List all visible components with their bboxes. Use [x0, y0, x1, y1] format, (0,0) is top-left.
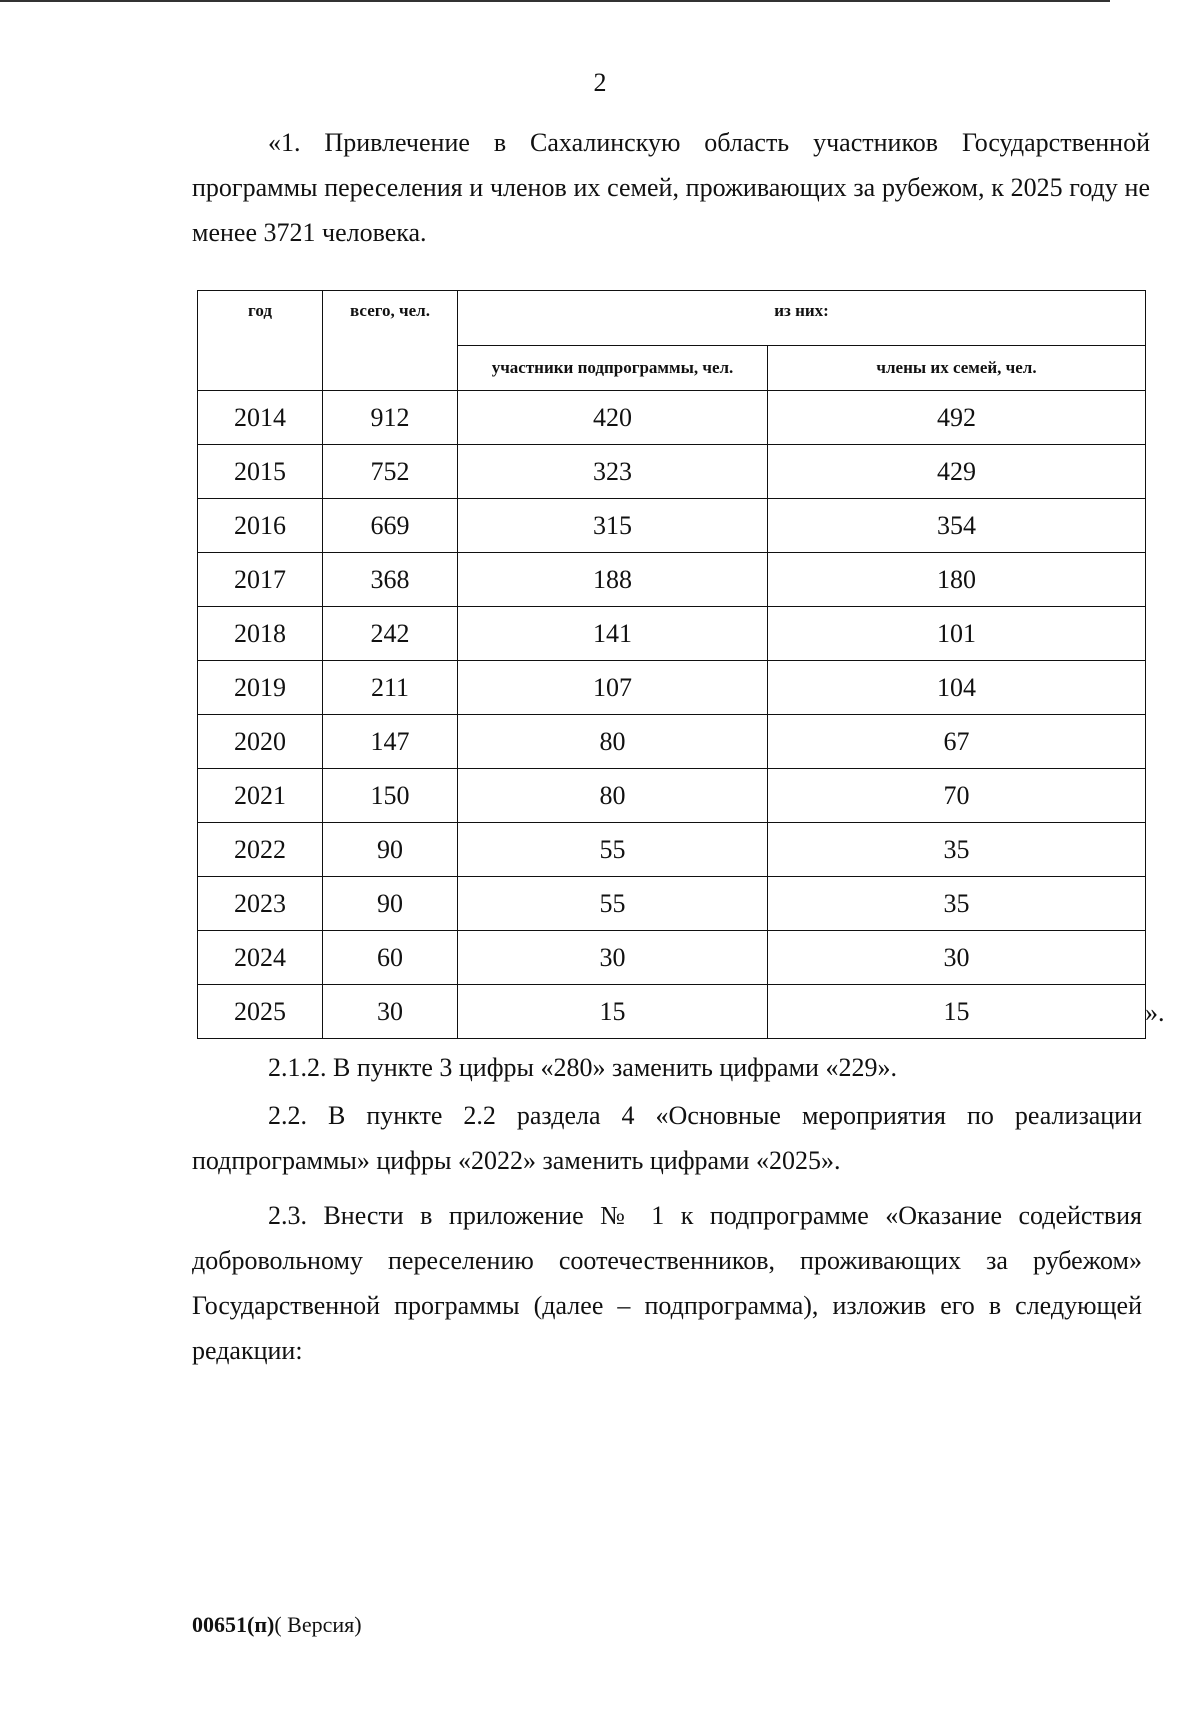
cell-participants: 107	[458, 661, 768, 715]
table-row	[198, 607, 1146, 661]
cell-total: 211	[323, 661, 458, 715]
table-row	[198, 499, 1146, 553]
cell-year: 2022	[198, 823, 323, 877]
cell-total: 242	[323, 607, 458, 661]
cell-participants: 55	[458, 823, 768, 877]
cell-participants: 323	[458, 445, 768, 499]
paragraph-2-1-2-text: 2.1.2. В пункте 3 цифры «280» заменить цифрами «229».	[268, 1053, 897, 1082]
table-row	[198, 391, 1146, 445]
cell-family: 67	[768, 715, 1146, 769]
cell-family: 354	[768, 499, 1146, 553]
cell-family: 15	[768, 985, 1146, 1039]
cell-year: 2015	[198, 445, 323, 499]
cell-participants: 80	[458, 715, 768, 769]
cell-total: 60	[323, 931, 458, 985]
cell-year: 2016	[198, 499, 323, 553]
cell-total: 669	[323, 499, 458, 553]
resettlement-table	[197, 290, 1146, 1039]
paragraph-2-3-text: 2.3. Внести в приложение № 1 к подпрограмме «Оказание содействия добровольному переселению соотечественников, проживающих за рубежом» Государственной программы (далее – подпрограмма), изложив его в следующей редакции:	[192, 1201, 1142, 1365]
cell-total: 368	[323, 553, 458, 607]
paragraph-2-1-2	[192, 1045, 1142, 1090]
cell-year: 2023	[198, 877, 323, 931]
paragraph-2-2	[192, 1093, 1142, 1183]
cell-family: 30	[768, 931, 1146, 985]
document-code: 00651(п)	[192, 1612, 275, 1637]
intro-paragraph	[192, 120, 1150, 255]
cell-year: 2020	[198, 715, 323, 769]
table-row	[198, 553, 1146, 607]
table-row	[198, 877, 1146, 931]
cell-family: 429	[768, 445, 1146, 499]
cell-total: 147	[323, 715, 458, 769]
table-body	[198, 391, 1146, 1039]
header-participants: участники подпрограммы, чел.	[458, 346, 768, 391]
header-of-them: из них:	[458, 291, 1146, 346]
header-year: год	[198, 291, 323, 391]
document-version: ( Версия)	[274, 1612, 362, 1637]
cell-participants: 15	[458, 985, 768, 1039]
cell-total: 150	[323, 769, 458, 823]
cell-year: 2019	[198, 661, 323, 715]
header-family: члены их семей, чел.	[768, 346, 1146, 391]
paragraph-2-3	[192, 1193, 1142, 1373]
table-row	[198, 769, 1146, 823]
cell-participants: 315	[458, 499, 768, 553]
top-rule	[0, 0, 1110, 2]
cell-family: 101	[768, 607, 1146, 661]
cell-family: 180	[768, 553, 1146, 607]
cell-participants: 141	[458, 607, 768, 661]
closing-quote: ».	[1145, 998, 1165, 1027]
paragraph-2-2-text: 2.2. В пункте 2.2 раздела 4 «Основные мероприятия по реализации подпрограммы» цифры «2022» заменить цифрами «2025».	[192, 1101, 1142, 1175]
cell-participants: 80	[458, 769, 768, 823]
cell-participants: 30	[458, 931, 768, 985]
cell-year: 2018	[198, 607, 323, 661]
cell-family: 35	[768, 877, 1146, 931]
cell-family: 492	[768, 391, 1146, 445]
cell-year: 2014	[198, 391, 323, 445]
cell-year: 2024	[198, 931, 323, 985]
cell-total: 912	[323, 391, 458, 445]
cell-family: 104	[768, 661, 1146, 715]
header-total: всего, чел.	[323, 291, 458, 391]
cell-year: 2021	[198, 769, 323, 823]
table-row	[198, 445, 1146, 499]
page-number: 2	[593, 68, 607, 97]
cell-family: 35	[768, 823, 1146, 877]
table-row	[198, 823, 1146, 877]
cell-total: 90	[323, 823, 458, 877]
cell-year: 2025	[198, 985, 323, 1039]
table-row	[198, 715, 1146, 769]
cell-family: 70	[768, 769, 1146, 823]
document-footer	[192, 1612, 362, 1638]
table-row	[198, 931, 1146, 985]
cell-year: 2017	[198, 553, 323, 607]
cell-participants: 55	[458, 877, 768, 931]
cell-total: 30	[323, 985, 458, 1039]
table-row	[198, 985, 1146, 1039]
intro-text: «1. Привлечение в Сахалинскую область участников Государственной программы переселения и членов их семей, проживающих за рубежом, к 2025 году не менее 3721 человека.	[192, 128, 1150, 247]
cell-participants: 188	[458, 553, 768, 607]
cell-total: 90	[323, 877, 458, 931]
cell-total: 752	[323, 445, 458, 499]
cell-participants: 420	[458, 391, 768, 445]
table-row	[198, 661, 1146, 715]
